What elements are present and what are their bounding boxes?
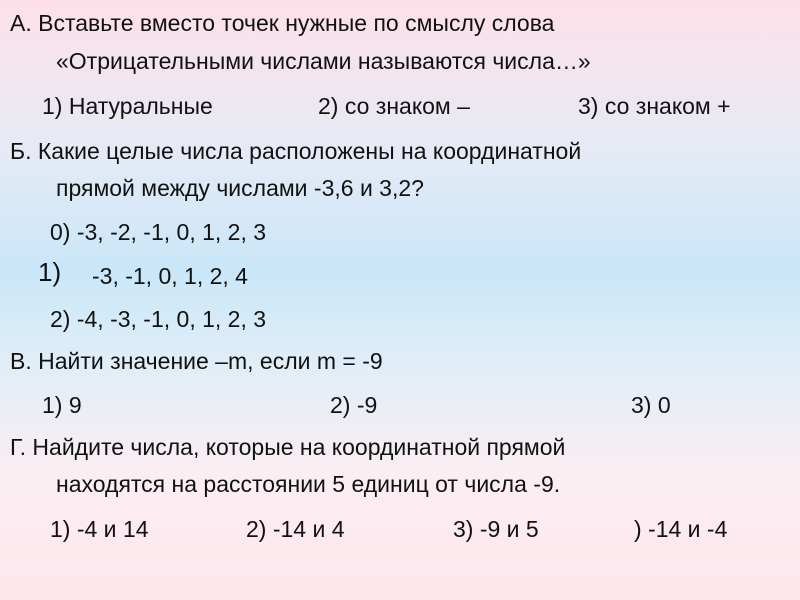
question-c-option-2: 2) -9 <box>330 392 378 418</box>
question-a-title-line2: «Отрицательными числами называются числа…» <box>56 48 591 74</box>
question-b-option-2: 2) -4, -3, -1, 0, 1, 2, 3 <box>50 306 267 332</box>
question-a-title-line1: А. Вставьте вместо точек нужные по смыслу слова <box>10 10 555 36</box>
question-d-option-3: 3) -9 и 5 <box>453 516 539 542</box>
question-d-title-line1: Г. Найдите числа, которые на координатной прямой <box>10 434 566 460</box>
question-b-option-0: 0) -3, -2, -1, 0, 1, 2, 3 <box>50 219 267 245</box>
question-a-option-1: 1) Натуральные <box>42 93 213 119</box>
question-d-title-line2: находятся на расстоянии 5 единиц от числа -9. <box>56 471 561 497</box>
question-b-title-line1: Б. Какие целые числа расположены на координатной <box>10 138 582 164</box>
question-c-option-3: 3) 0 <box>631 392 671 418</box>
question-b-option-1-marker: 1) <box>38 257 62 287</box>
question-d-option-4: ) -14 и -4 <box>634 516 728 542</box>
question-b-title-line2: прямой между числами -3,6 и 3,2? <box>56 175 424 201</box>
question-a-option-3: 3) со знаком + <box>578 93 731 119</box>
question-d-option-2: 2) -14 и 4 <box>246 516 345 542</box>
question-c-title: В. Найти значение –m, если m = -9 <box>10 348 383 374</box>
question-c-option-1: 1) 9 <box>42 392 82 418</box>
question-d-option-1: 1) -4 и 14 <box>50 516 149 542</box>
question-b-option-1: -3, -1, 0, 1, 2, 4 <box>92 263 248 289</box>
question-a-option-2: 2) со знаком – <box>318 93 470 119</box>
